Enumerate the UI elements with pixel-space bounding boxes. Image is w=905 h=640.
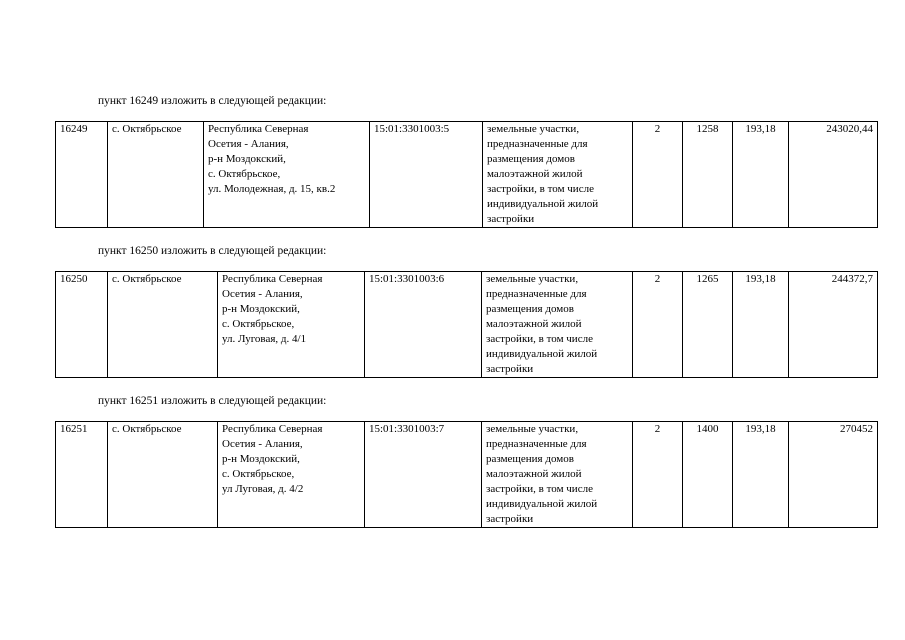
record-table xyxy=(55,421,878,528)
address-line: с. Октябрьское, xyxy=(222,318,295,330)
land-use-line: земельные участки, xyxy=(486,273,579,285)
record-number: 16249 xyxy=(56,122,108,228)
address-line: Республика Северная xyxy=(222,423,323,435)
cadastral-number-cell: 15:01:3301003:6 xyxy=(365,272,482,378)
land-use-line: застройки, в том числе xyxy=(486,483,593,495)
record-table xyxy=(55,121,878,228)
land-use-line: застройки xyxy=(487,213,535,225)
address-line: р-н Моздокский, xyxy=(222,303,300,315)
address-line: р-н Моздокский, xyxy=(222,453,300,465)
cadastral-value-cell: 244372,7 xyxy=(789,272,878,378)
land-use-line: земельные участки, xyxy=(486,423,579,435)
locality-cell: с. Октябрьское xyxy=(108,422,218,528)
land-use-line: малоэтажной жилой xyxy=(486,318,582,330)
address-line: Осетия - Алания, xyxy=(208,138,289,150)
category-cell: 2 xyxy=(633,272,683,378)
land-use-cell xyxy=(482,272,633,378)
table-row xyxy=(56,122,878,228)
locality-cell: с. Октябрьское xyxy=(108,122,204,228)
land-use-cell xyxy=(483,122,633,228)
area-cell: 1265 xyxy=(683,272,733,378)
cadastral-number-cell: 15:01:3301003:5 xyxy=(370,122,483,228)
land-use-line: размещения домов xyxy=(487,153,575,165)
cadastral-value-cell: 270452 xyxy=(789,422,878,528)
rate-cell: 193,18 xyxy=(733,122,789,228)
amendment-intro: пункт 16249 изложить в следующей редакции: xyxy=(98,95,327,107)
area-cell: 1400 xyxy=(683,422,733,528)
land-use-line: индивидуальной жилой xyxy=(486,348,598,360)
address-line: ул. Молодежная, д. 15, кв.2 xyxy=(208,183,336,195)
address-line: Республика Северная xyxy=(208,123,309,135)
land-use-line: индивидуальной жилой xyxy=(487,198,599,210)
cadastral-value-cell: 243020,44 xyxy=(789,122,878,228)
address-line: Осетия - Алания, xyxy=(222,438,303,450)
address-line: с. Октябрьское, xyxy=(222,468,295,480)
address-line: Осетия - Алания, xyxy=(222,288,303,300)
amendment-intro: пункт 16251 изложить в следующей редакции: xyxy=(98,395,327,407)
address-line: Республика Северная xyxy=(222,273,323,285)
category-cell: 2 xyxy=(633,122,683,228)
cadastral-number-cell: 15:01:3301003:7 xyxy=(365,422,482,528)
address-line: с. Октябрьское, xyxy=(208,168,281,180)
area-cell: 1258 xyxy=(683,122,733,228)
record-table xyxy=(55,271,878,378)
amendment-intro: пункт 16250 изложить в следующей редакции: xyxy=(98,245,327,257)
land-use-line: малоэтажной жилой xyxy=(487,168,583,180)
address-line: ул. Луговая, д. 4/1 xyxy=(222,333,307,345)
address-cell xyxy=(218,422,365,528)
land-use-line: размещения домов xyxy=(486,453,574,465)
table-row xyxy=(56,272,878,378)
record-number: 16251 xyxy=(56,422,108,528)
land-use-line: размещения домов xyxy=(486,303,574,315)
address-line: р-н Моздокский, xyxy=(208,153,286,165)
category-cell: 2 xyxy=(633,422,683,528)
address-cell xyxy=(218,272,365,378)
rate-cell: 193,18 xyxy=(733,272,789,378)
record-number: 16250 xyxy=(56,272,108,378)
locality-cell: с. Октябрьское xyxy=(108,272,218,378)
land-use-line: застройки xyxy=(486,513,534,525)
address-cell xyxy=(204,122,370,228)
table-row xyxy=(56,422,878,528)
land-use-line: застройки, в том числе xyxy=(486,333,593,345)
land-use-line: малоэтажной жилой xyxy=(486,468,582,480)
land-use-line: предназначенные для xyxy=(486,438,587,450)
rate-cell: 193,18 xyxy=(733,422,789,528)
address-line: ул Луговая, д. 4/2 xyxy=(222,483,304,495)
land-use-line: предназначенные для xyxy=(487,138,588,150)
land-use-line: застройки, в том числе xyxy=(487,183,594,195)
land-use-line: застройки xyxy=(486,363,534,375)
land-use-line: предназначенные для xyxy=(486,288,587,300)
land-use-cell xyxy=(482,422,633,528)
land-use-line: земельные участки, xyxy=(487,123,580,135)
land-use-line: индивидуальной жилой xyxy=(486,498,598,510)
